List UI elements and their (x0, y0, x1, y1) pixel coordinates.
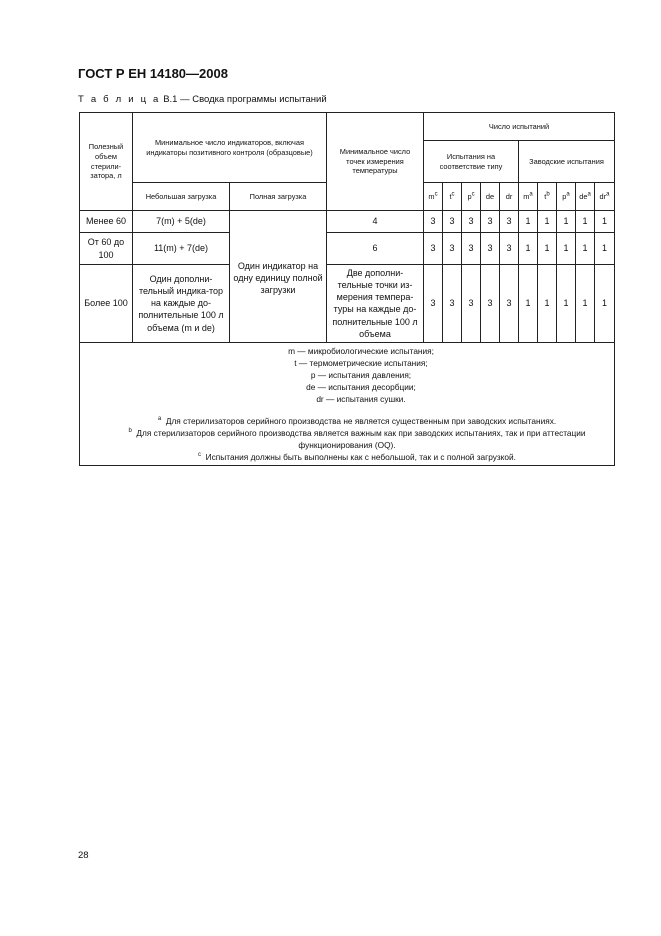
row-3-count: 3 (443, 265, 462, 343)
col-header-m-factory: $m^a$ (519, 183, 538, 211)
row-2-count: 3 (462, 233, 481, 265)
row-1-count: 3 (481, 211, 500, 233)
abbreviation-item: m — микробиологические испытания; (288, 345, 434, 356)
footnote-c: $^c$ Испытания должны быть выполнены как с небольшой, так и с полной загрузкой. (198, 451, 516, 462)
row-2-count: 1 (595, 233, 615, 265)
page-number: 28 (78, 850, 89, 861)
row-3-count: 3 (462, 265, 481, 343)
row-2-count: 3 (443, 233, 462, 265)
row-1-count: 1 (557, 211, 576, 233)
full-load-merged: Один индикатор на одну единицу полной загрузки (230, 211, 327, 343)
abbreviation-item: dr — испытания сушки. (316, 393, 406, 404)
col-header-t-factory: $t^b$ (538, 183, 557, 211)
row-3-count: 3 (481, 265, 500, 343)
row-3-count: 3 (500, 265, 519, 343)
row-3-count: 3 (424, 265, 443, 343)
header-full-load: Полная загрузка (230, 183, 327, 211)
abbreviation-item: p — испытания давления; (310, 369, 412, 380)
row-1-small-load: 7(m) + 5(de) (133, 211, 230, 233)
row-3-count: 1 (576, 265, 595, 343)
row-2-points: 6 (327, 233, 424, 265)
col-header-m-type: $m^c$ (424, 183, 443, 211)
caption-label: Т а б л и ц а (78, 94, 161, 105)
header-min-points: Минимальное число точек измерения температуры (327, 113, 424, 211)
table-notes (80, 342, 615, 465)
col-header-dr-factory: $dr^a$ (595, 183, 615, 211)
footnote-b: $^b$ Для стерилизаторов серийного производства является важным как при заводских испытаниях, так и при аттестации функционирования (OQ). (128, 427, 586, 450)
table-caption (78, 94, 327, 105)
row-3-count: 1 (595, 265, 615, 343)
row-2-count: 1 (576, 233, 595, 265)
header-factory-tests: Заводские испытания (519, 141, 615, 183)
row-1-count: 1 (595, 211, 615, 233)
row-1-count: 3 (462, 211, 481, 233)
row-1-points: 4 (327, 211, 424, 233)
row-2-count: 1 (557, 233, 576, 265)
row-3-points: Две дополни-тельные точки из-мерения темпера-туры на каждые до-полнительные 100 л объема (327, 265, 424, 343)
row-2-count: 3 (481, 233, 500, 265)
row-2-count: 1 (519, 233, 538, 265)
row-2-count: 3 (424, 233, 443, 265)
col-header-p-factory: $p^a$ (557, 183, 576, 211)
col-header-p-type: $p^c$ (462, 183, 481, 211)
row-1-count: 1 (576, 211, 595, 233)
col-header-de-type: de (481, 183, 500, 211)
test-program-table (79, 112, 615, 466)
document-title: ГОСТ Р ЕН 14180—2008 (78, 66, 228, 81)
abbreviation-item: de — испытания десорбции; (306, 381, 416, 392)
footnote-a: $^a$ Для стерилизаторов серийного производства не является существенным при заводских испытаниях. (157, 415, 557, 426)
row-1-count: 3 (424, 211, 443, 233)
col-header-de-factory: $de^a$ (576, 183, 595, 211)
row-3-small-load: Один дополни-тельный индика-тор на каждые до-полнительные 100 л объема (m и de) (133, 265, 230, 343)
row-3-count: 1 (538, 265, 557, 343)
row-3-count: 1 (519, 265, 538, 343)
row-1-count: 1 (519, 211, 538, 233)
header-type-tests: Испытания на соответствие типу (424, 141, 519, 183)
row-1-count: 1 (538, 211, 557, 233)
col-header-t-type: $t^c$ (443, 183, 462, 211)
abbreviation-item: t — термометрические испытания; (294, 357, 428, 368)
row-3-volume: Более 100 (80, 265, 133, 343)
row-2-count: 3 (500, 233, 519, 265)
row-1-volume: Менее 60 (80, 211, 133, 233)
col-header-dr-type: dr (500, 183, 519, 211)
row-1-count: 3 (443, 211, 462, 233)
header-num-tests: Число испытаний (424, 113, 615, 141)
header-min-indicators: Минимальное число индикаторов, включая индикаторы позитивного контроля (образцовые) (133, 113, 327, 183)
header-volume: Полезный объем стерили-затора, л (80, 113, 133, 211)
row-2-volume: От 60 до 100 (80, 233, 133, 265)
row-1-count: 3 (500, 211, 519, 233)
caption-text: В.1 — Сводка программы испытаний (163, 94, 327, 105)
header-small-load: Небольшая загрузка (133, 183, 230, 211)
row-2-count: 1 (538, 233, 557, 265)
row-3-count: 1 (557, 265, 576, 343)
row-2-small-load: 11(m) + 7(de) (133, 233, 230, 265)
